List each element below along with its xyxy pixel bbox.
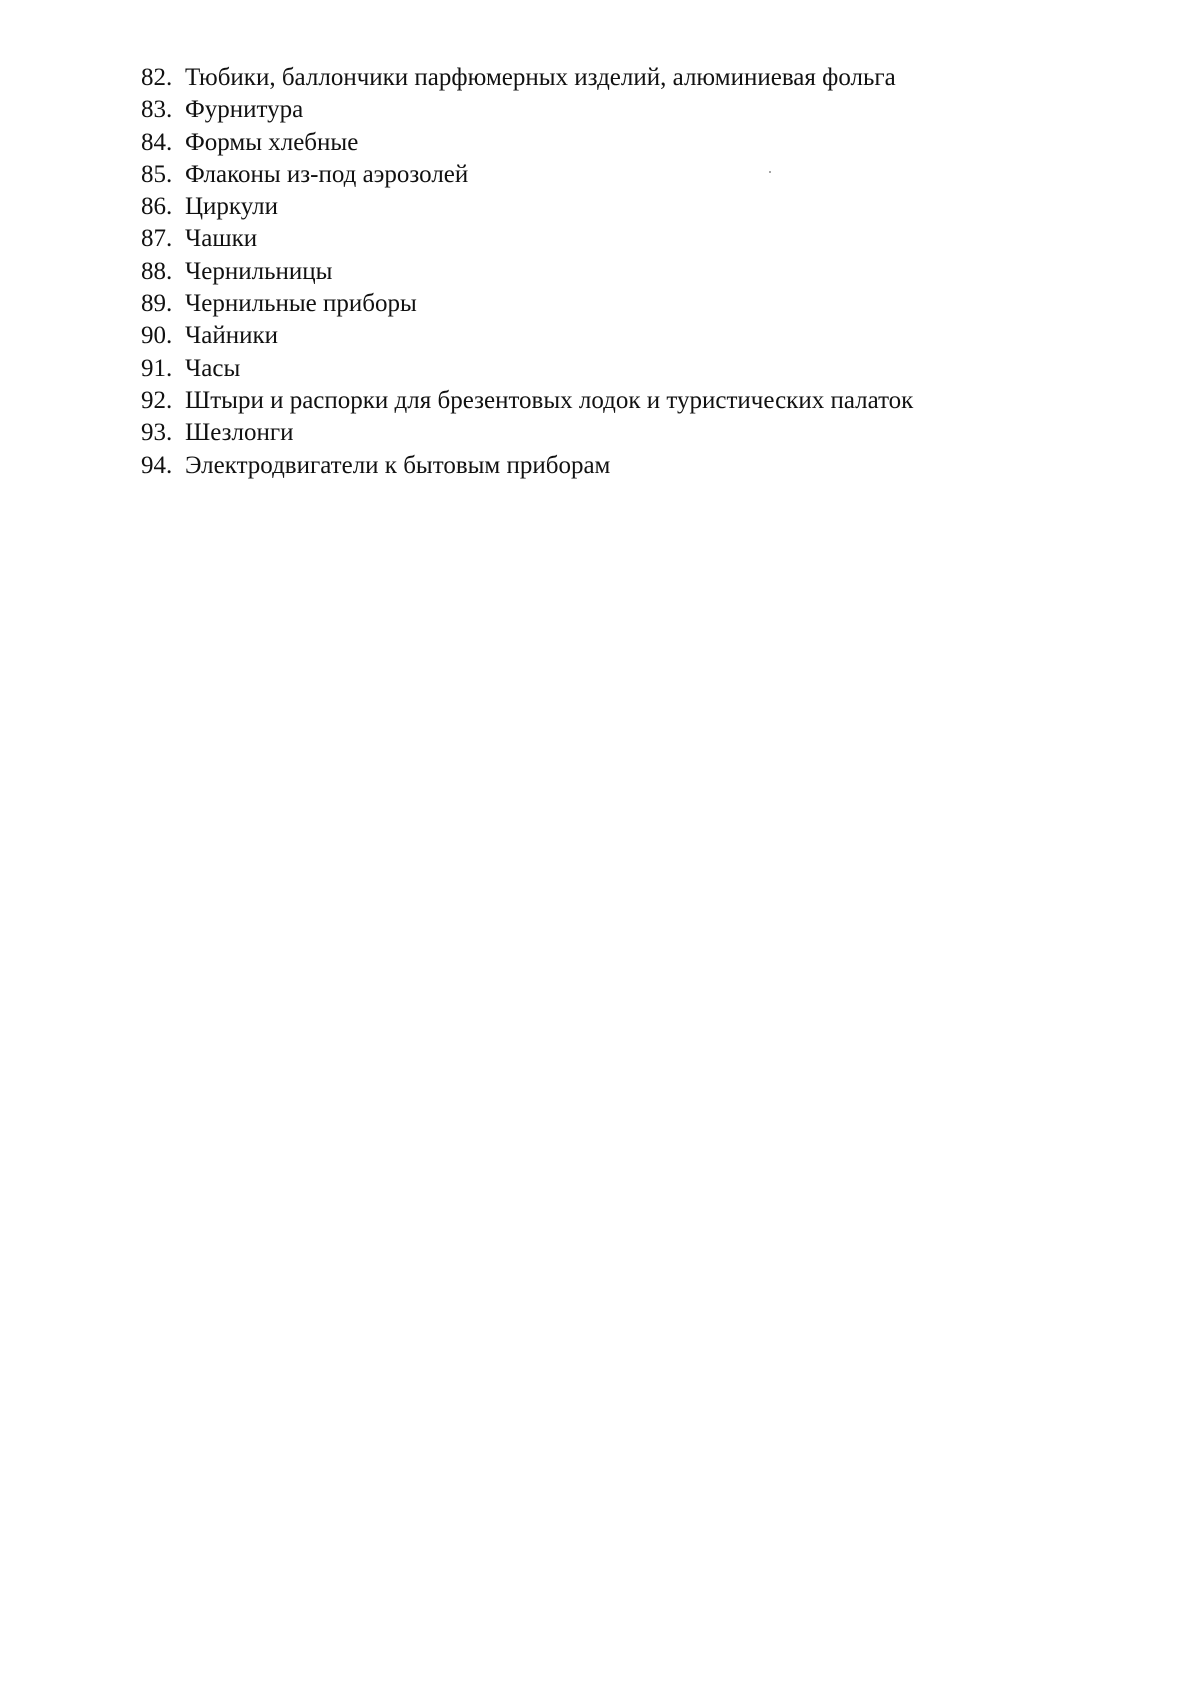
item-text: Чайники: [185, 322, 279, 350]
list-item: [141, 127, 913, 159]
item-text: Электродвигатели к бытовым приборам: [185, 451, 611, 479]
item-text: Циркули: [185, 193, 278, 221]
item-number: 92.: [141, 386, 173, 414]
item-number: 94.: [141, 451, 173, 479]
item-text: Штыри и распорки для брезентовых лодок и туристических палаток: [185, 386, 914, 414]
list-item: [141, 256, 913, 288]
item-text: Чернильницы: [185, 257, 333, 285]
item-text: Флаконы из-под аэрозолей: [185, 160, 469, 188]
item-number: 90.: [141, 322, 173, 350]
list-item: [141, 288, 913, 320]
item-list: [141, 62, 913, 482]
item-number: 88.: [141, 257, 173, 285]
list-item: [141, 320, 913, 352]
scan-speck: [769, 171, 771, 173]
list-item: [141, 385, 913, 417]
item-text: Чашки: [185, 225, 258, 253]
list-item: [141, 223, 913, 255]
item-text: Формы хлебные: [185, 128, 359, 156]
item-number: 89.: [141, 290, 173, 318]
item-number: 91.: [141, 354, 173, 382]
item-number: 86.: [141, 193, 173, 221]
item-number: 87.: [141, 225, 173, 253]
item-number: 83.: [141, 96, 173, 124]
list-item: [141, 353, 913, 385]
item-text: Шезлонги: [185, 419, 294, 447]
list-item: [141, 159, 913, 191]
list-item: [141, 62, 913, 94]
list-item: [141, 94, 913, 126]
item-number: 84.: [141, 128, 173, 156]
item-number: 93.: [141, 419, 173, 447]
item-text: Фурнитура: [185, 96, 304, 124]
item-number: 82.: [141, 64, 173, 91]
item-text: Чернильные приборы: [185, 290, 417, 318]
item-text: Часы: [185, 354, 241, 382]
item-text: Тюбики, баллончики парфюмерных изделий, алюминиевая фольга: [185, 64, 896, 91]
list-item: [141, 417, 913, 449]
item-number: 85.: [141, 160, 173, 188]
list-item: [141, 450, 913, 482]
list-item: [141, 191, 913, 223]
